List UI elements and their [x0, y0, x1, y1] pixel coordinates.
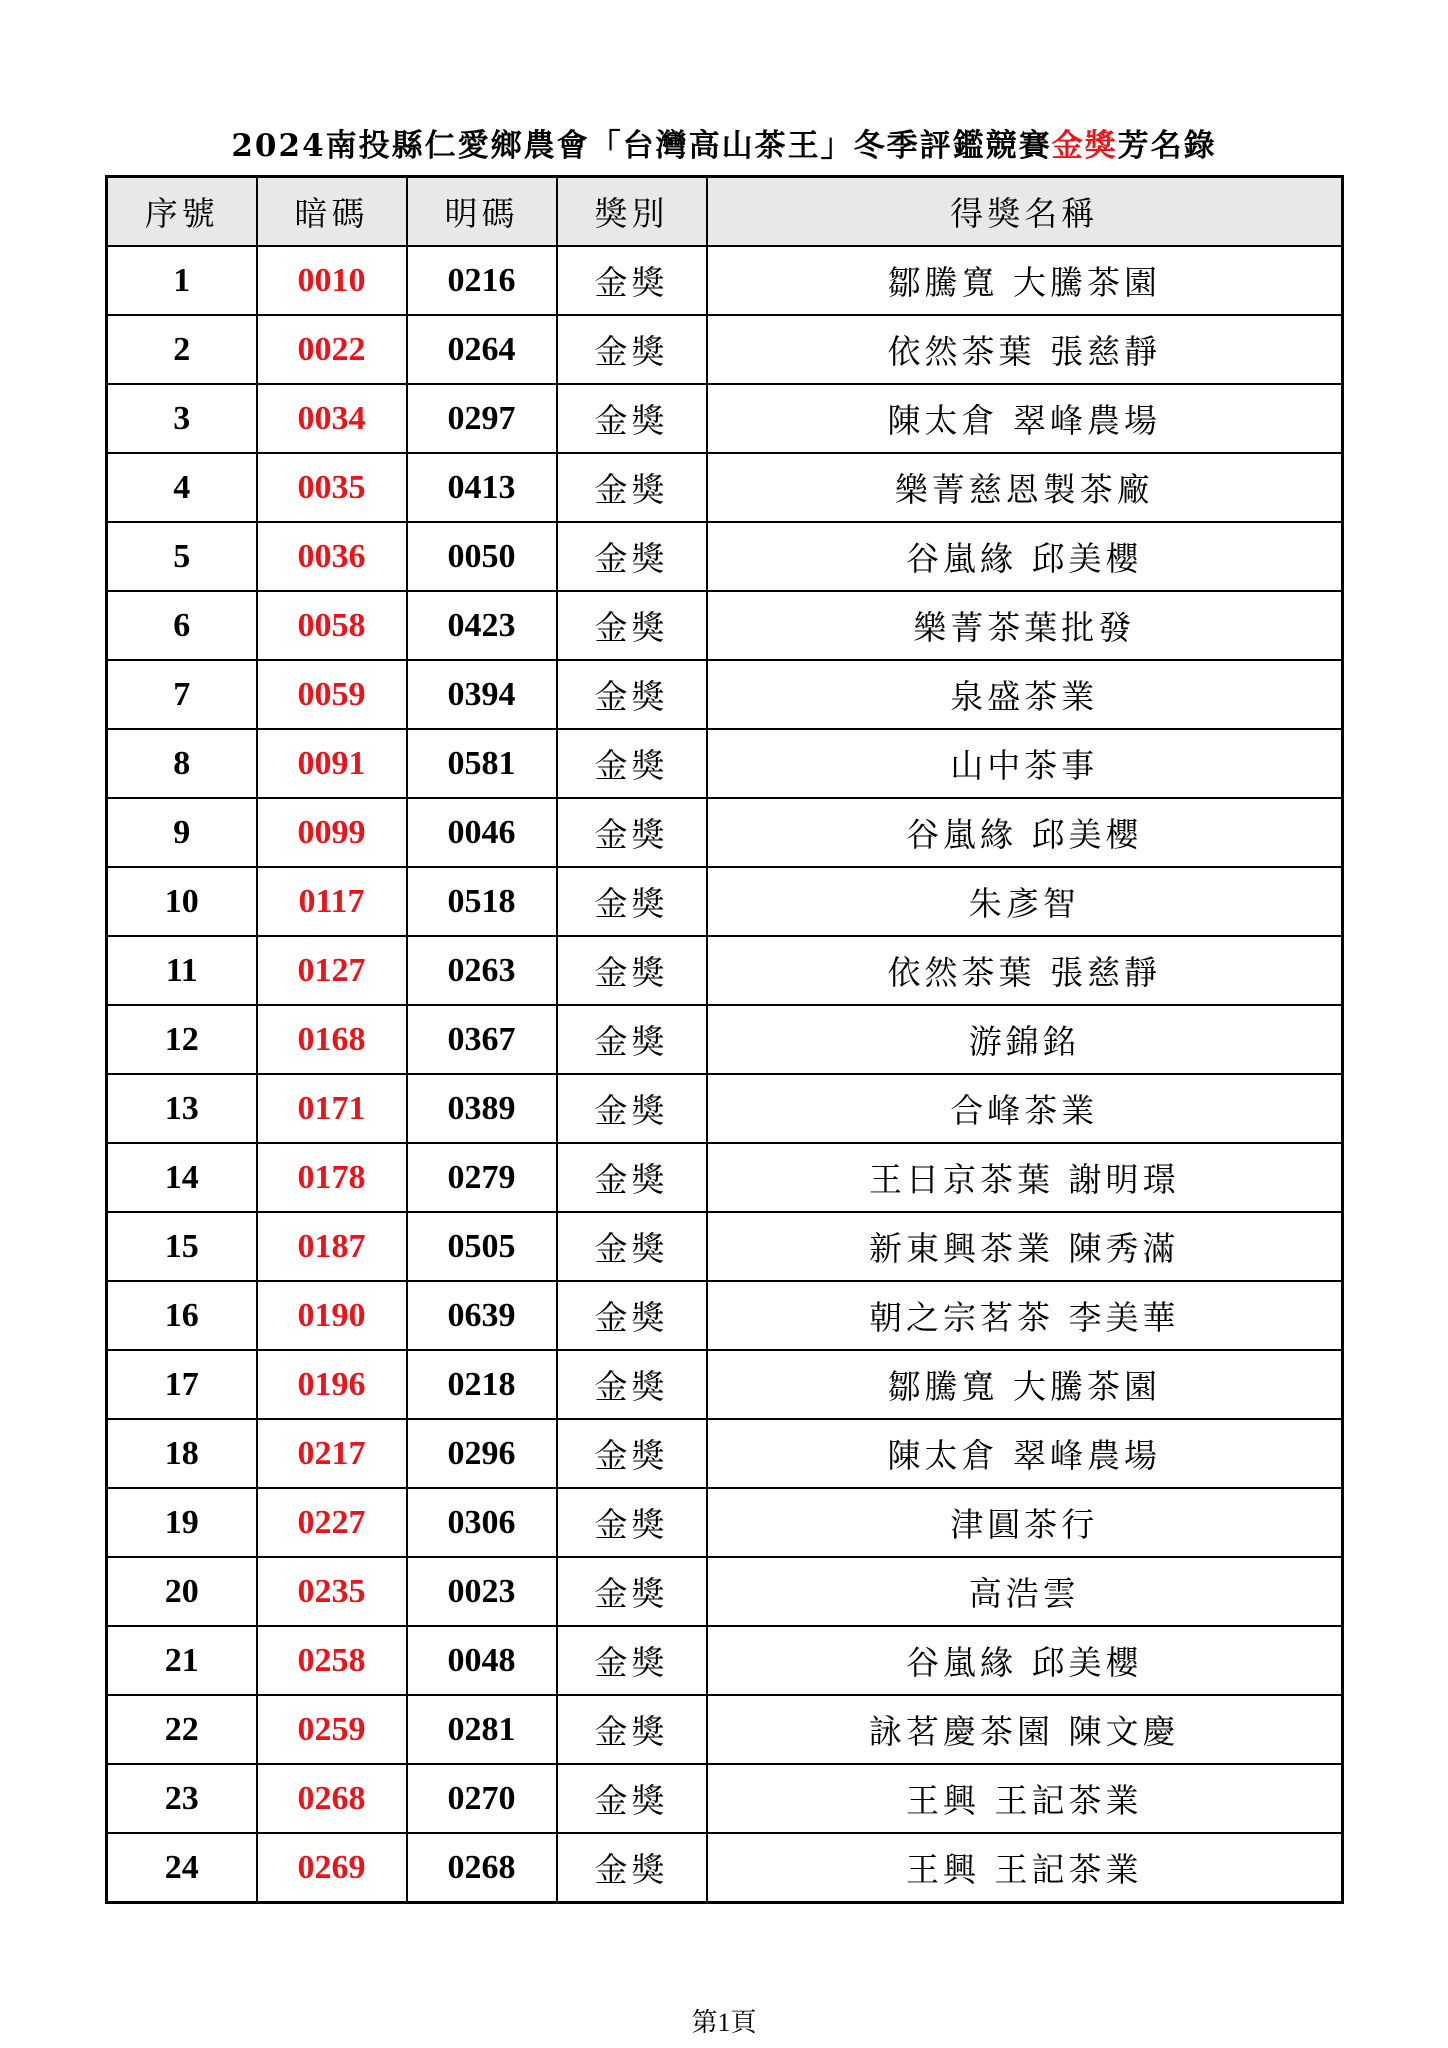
cell-dark-code: 0010	[257, 246, 407, 315]
table-row	[107, 591, 1343, 660]
cell-serial: 22	[107, 1695, 257, 1764]
cell-clear-code: 0423	[407, 591, 557, 660]
cell-winner-name: 游錦銘	[707, 1005, 1343, 1074]
cell-serial: 8	[107, 729, 257, 798]
cell-winner-name: 王興 王記茶業	[707, 1833, 1343, 1903]
table-row	[107, 246, 1343, 315]
cell-dark-code: 0127	[257, 936, 407, 1005]
table-row	[107, 1557, 1343, 1626]
cell-serial: 1	[107, 246, 257, 315]
cell-dark-code: 0178	[257, 1143, 407, 1212]
cell-winner-name: 谷嵐緣 邱美櫻	[707, 798, 1343, 867]
cell-winner-name: 朱彥智	[707, 867, 1343, 936]
cell-winner-name: 詠茗慶茶園 陳文慶	[707, 1695, 1343, 1764]
cell-winner-name: 依然茶葉 張慈靜	[707, 936, 1343, 1005]
cell-clear-code: 0268	[407, 1833, 557, 1903]
cell-clear-code: 0505	[407, 1212, 557, 1281]
cell-winner-name: 津圓茶行	[707, 1488, 1343, 1557]
cell-clear-code: 0581	[407, 729, 557, 798]
cell-clear-code: 0281	[407, 1695, 557, 1764]
cell-serial: 5	[107, 522, 257, 591]
page-title	[0, 120, 1448, 165]
cell-clear-code: 0264	[407, 315, 557, 384]
cell-winner-name: 新東興茶業 陳秀滿	[707, 1212, 1343, 1281]
cell-award: 金獎	[557, 1695, 707, 1764]
cell-award: 金獎	[557, 1557, 707, 1626]
cell-serial: 21	[107, 1626, 257, 1695]
cell-dark-code: 0058	[257, 591, 407, 660]
cell-dark-code: 0259	[257, 1695, 407, 1764]
cell-serial: 16	[107, 1281, 257, 1350]
table-row	[107, 1488, 1343, 1557]
cell-award: 金獎	[557, 1833, 707, 1903]
cell-award: 金獎	[557, 453, 707, 522]
cell-clear-code: 0518	[407, 867, 557, 936]
cell-serial: 15	[107, 1212, 257, 1281]
cell-clear-code: 0050	[407, 522, 557, 591]
table-row	[107, 729, 1343, 798]
cell-winner-name: 山中茶事	[707, 729, 1343, 798]
cell-serial: 24	[107, 1833, 257, 1903]
cell-winner-name: 鄒騰寬 大騰茶園	[707, 246, 1343, 315]
cell-winner-name: 樂菁慈恩製茶廠	[707, 453, 1343, 522]
cell-clear-code: 0389	[407, 1074, 557, 1143]
cell-award: 金獎	[557, 1143, 707, 1212]
cell-serial: 10	[107, 867, 257, 936]
table-body	[107, 246, 1343, 1903]
cell-dark-code: 0227	[257, 1488, 407, 1557]
cell-award: 金獎	[557, 936, 707, 1005]
cell-dark-code: 0171	[257, 1074, 407, 1143]
table-row	[107, 1695, 1343, 1764]
cell-serial: 14	[107, 1143, 257, 1212]
cell-clear-code: 0306	[407, 1488, 557, 1557]
cell-winner-name: 鄒騰寬 大騰茶園	[707, 1350, 1343, 1419]
cell-clear-code: 0413	[407, 453, 557, 522]
cell-award: 金獎	[557, 798, 707, 867]
cell-dark-code: 0190	[257, 1281, 407, 1350]
cell-winner-name: 陳太倉 翠峰農場	[707, 1419, 1343, 1488]
cell-dark-code: 0035	[257, 453, 407, 522]
cell-winner-name: 王興 王記茶業	[707, 1764, 1343, 1833]
cell-clear-code: 0279	[407, 1143, 557, 1212]
cell-dark-code: 0117	[257, 867, 407, 936]
cell-serial: 12	[107, 1005, 257, 1074]
table-row	[107, 1350, 1343, 1419]
cell-serial: 2	[107, 315, 257, 384]
cell-award: 金獎	[557, 729, 707, 798]
header-dark-code: 暗碼	[257, 177, 407, 247]
table-header-row	[107, 177, 1343, 247]
cell-award: 金獎	[557, 867, 707, 936]
cell-clear-code: 0218	[407, 1350, 557, 1419]
table-row	[107, 1074, 1343, 1143]
cell-winner-name: 陳太倉 翠峰農場	[707, 384, 1343, 453]
cell-award: 金獎	[557, 1005, 707, 1074]
cell-award: 金獎	[557, 660, 707, 729]
cell-serial: 6	[107, 591, 257, 660]
cell-award: 金獎	[557, 591, 707, 660]
cell-serial: 4	[107, 453, 257, 522]
cell-dark-code: 0217	[257, 1419, 407, 1488]
cell-serial: 13	[107, 1074, 257, 1143]
table-row	[107, 315, 1343, 384]
cell-clear-code: 0046	[407, 798, 557, 867]
title-highlight: 金獎	[1051, 128, 1118, 164]
cell-winner-name: 朝之宗茗茶 李美華	[707, 1281, 1343, 1350]
cell-award: 金獎	[557, 522, 707, 591]
title-prefix: 2024南投縣仁愛鄉農會「台灣高山茶王」冬季評鑑競賽	[231, 128, 1052, 164]
cell-serial: 11	[107, 936, 257, 1005]
cell-clear-code: 0048	[407, 1626, 557, 1695]
cell-winner-name: 王日京茶葉 謝明璟	[707, 1143, 1343, 1212]
table-row	[107, 660, 1343, 729]
table-row	[107, 1143, 1343, 1212]
cell-award: 金獎	[557, 246, 707, 315]
cell-dark-code: 0168	[257, 1005, 407, 1074]
cell-dark-code: 0187	[257, 1212, 407, 1281]
cell-dark-code: 0034	[257, 384, 407, 453]
award-table	[105, 175, 1344, 1904]
table-row	[107, 522, 1343, 591]
header-serial: 序號	[107, 177, 257, 247]
table-row	[107, 1833, 1343, 1903]
cell-clear-code: 0367	[407, 1005, 557, 1074]
cell-clear-code: 0270	[407, 1764, 557, 1833]
table-row	[107, 1419, 1343, 1488]
cell-award: 金獎	[557, 1281, 707, 1350]
cell-dark-code: 0235	[257, 1557, 407, 1626]
header-clear-code: 明碼	[407, 177, 557, 247]
cell-serial: 9	[107, 798, 257, 867]
cell-award: 金獎	[557, 1488, 707, 1557]
cell-winner-name: 依然茶葉 張慈靜	[707, 315, 1343, 384]
cell-award: 金獎	[557, 1074, 707, 1143]
header-award: 獎別	[557, 177, 707, 247]
cell-clear-code: 0297	[407, 384, 557, 453]
table-row	[107, 1281, 1343, 1350]
cell-dark-code: 0258	[257, 1626, 407, 1695]
title-suffix: 芳名錄	[1117, 128, 1217, 164]
cell-serial: 17	[107, 1350, 257, 1419]
cell-clear-code: 0296	[407, 1419, 557, 1488]
cell-award: 金獎	[557, 1212, 707, 1281]
cell-serial: 7	[107, 660, 257, 729]
table-row	[107, 936, 1343, 1005]
cell-dark-code: 0099	[257, 798, 407, 867]
page-number: 第1頁	[691, 2008, 757, 2037]
cell-dark-code: 0269	[257, 1833, 407, 1903]
cell-clear-code: 0023	[407, 1557, 557, 1626]
cell-serial: 19	[107, 1488, 257, 1557]
cell-winner-name: 泉盛茶業	[707, 660, 1343, 729]
cell-winner-name: 合峰茶業	[707, 1074, 1343, 1143]
cell-winner-name: 樂菁茶葉批發	[707, 591, 1343, 660]
cell-winner-name: 谷嵐緣 邱美櫻	[707, 1626, 1343, 1695]
cell-dark-code: 0036	[257, 522, 407, 591]
cell-dark-code: 0268	[257, 1764, 407, 1833]
table-row	[107, 1764, 1343, 1833]
cell-clear-code: 0263	[407, 936, 557, 1005]
cell-serial: 18	[107, 1419, 257, 1488]
table-row	[107, 1005, 1343, 1074]
cell-winner-name: 高浩雲	[707, 1557, 1343, 1626]
table-row	[107, 384, 1343, 453]
cell-clear-code: 0216	[407, 246, 557, 315]
cell-winner-name: 谷嵐緣 邱美櫻	[707, 522, 1343, 591]
cell-serial: 3	[107, 384, 257, 453]
table-row	[107, 1626, 1343, 1695]
header-winner-name: 得獎名稱	[707, 177, 1343, 247]
cell-dark-code: 0091	[257, 729, 407, 798]
table-row	[107, 867, 1343, 936]
table-row	[107, 798, 1343, 867]
cell-serial: 20	[107, 1557, 257, 1626]
cell-dark-code: 0022	[257, 315, 407, 384]
cell-dark-code: 0196	[257, 1350, 407, 1419]
table-row	[107, 453, 1343, 522]
cell-dark-code: 0059	[257, 660, 407, 729]
table-row	[107, 1212, 1343, 1281]
cell-award: 金獎	[557, 1626, 707, 1695]
cell-serial: 23	[107, 1764, 257, 1833]
cell-award: 金獎	[557, 315, 707, 384]
cell-clear-code: 0394	[407, 660, 557, 729]
cell-award: 金獎	[557, 384, 707, 453]
cell-award: 金獎	[557, 1350, 707, 1419]
cell-award: 金獎	[557, 1419, 707, 1488]
cell-clear-code: 0639	[407, 1281, 557, 1350]
cell-award: 金獎	[557, 1764, 707, 1833]
